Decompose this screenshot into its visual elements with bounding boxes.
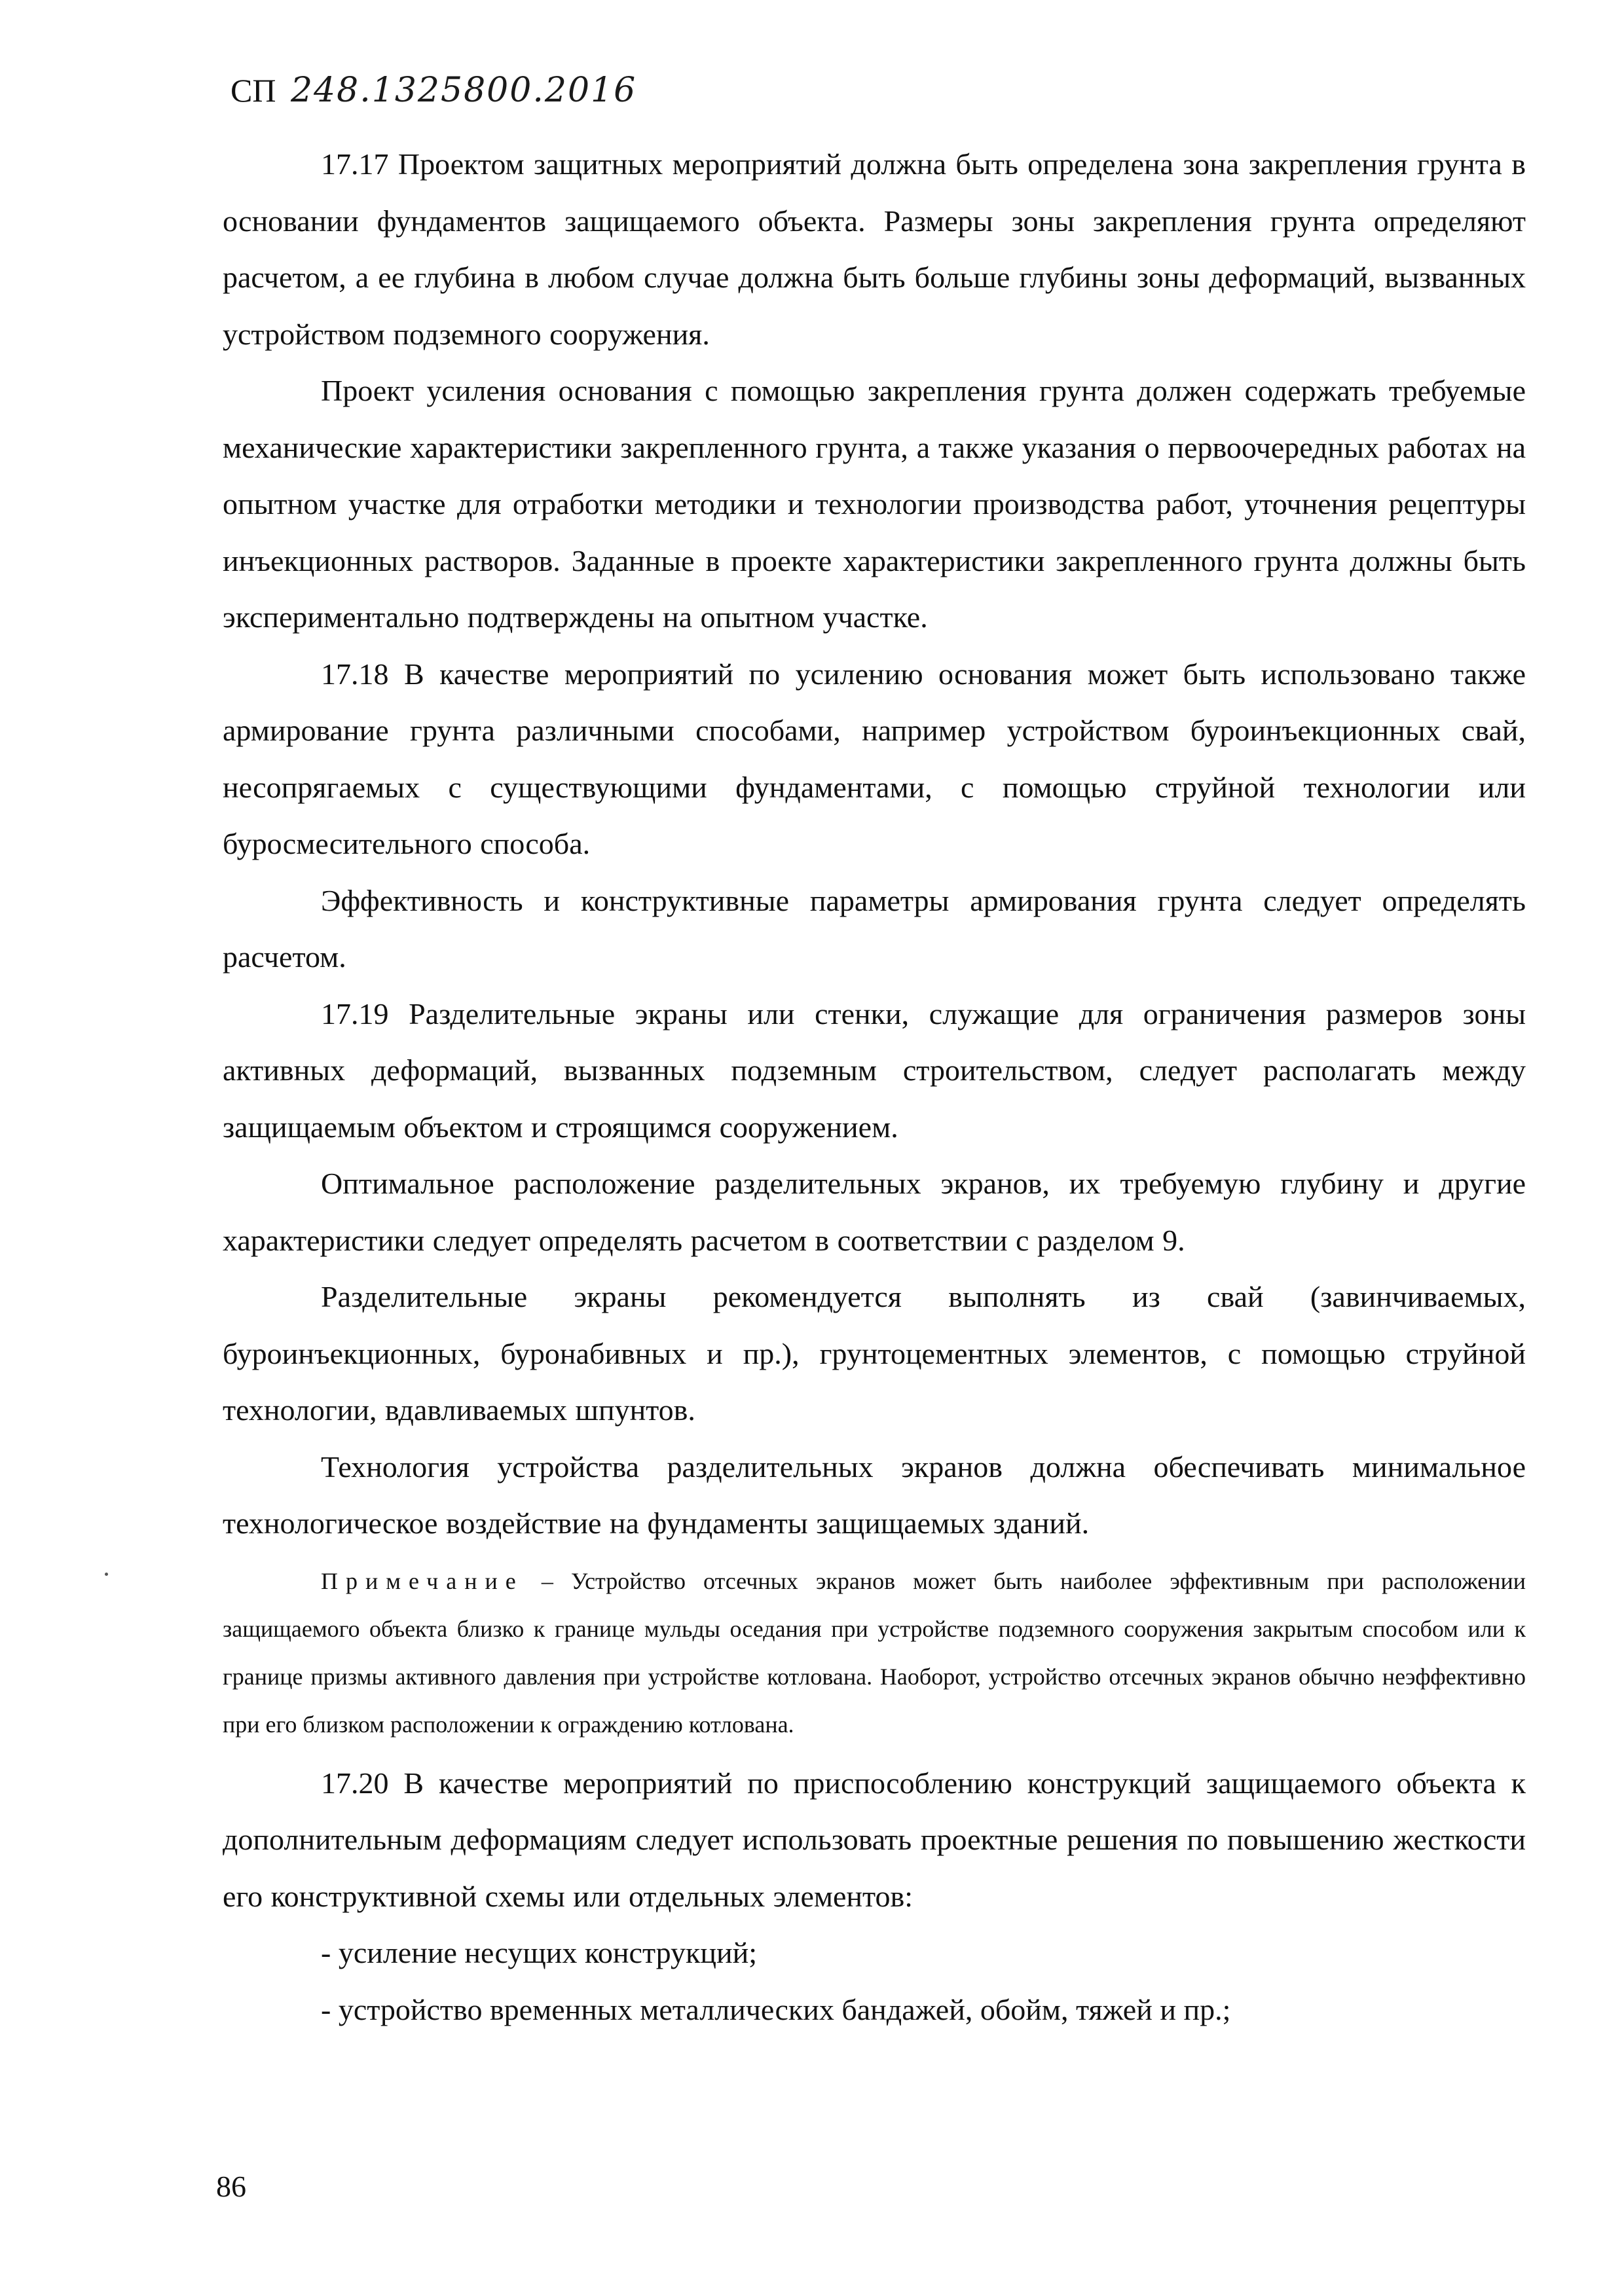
paragraph-17-18: 17.18 В качестве мероприятий по усилению основания может быть использовано также армирование грунта различными способами, например устройством буроинъекционных свай, несопрягаемых с существующими фундаментами, с помощью струйной технологии или буросмесительного способа. <box>223 657 1526 860</box>
page-number: 86 <box>216 2170 246 2203</box>
list-item: - усиление несущих конструкций; <box>321 1936 757 1969</box>
paragraph-17-17: 17.17 Проектом защитных мероприятий должна быть определена зона закрепления грунта в основании фундаментов защищаемого объекта. Размеры зоны закрепления грунта определяют расчетом, а ее глубина в любом случае должна быть больше глубины зоны деформаций, вызванных устройством подземного сооружения. <box>223 147 1526 351</box>
header-prefix: СП <box>231 72 276 109</box>
document-body <box>223 136 1526 2038</box>
note-block <box>223 1558 1526 1749</box>
note-label: Примечание <box>321 1567 524 1594</box>
paragraph-17-19: 17.19 Разделительные экраны или стенки, служащие для ограничения размеров зоны активных деформаций, вызванных подземным строительством, следует располагать между защищаемым объектом и строящимся сооружением. <box>223 996 1526 1144</box>
paragraph-reinforcement-project: Проект усиления основания с помощью закрепления грунта должен содержать требуемые механические характеристики закрепленного грунта, а также указания о первоочередных работах на опытном участке для отработки методики и технологии производства работ, уточнения рецептуры инъекционных растворов. Заданные в проекте характеристики закрепленного грунта должны быть экспериментально подтверждены на опытном участке. <box>223 374 1526 634</box>
list-item: - устройство временных металлических бандажей, обойм, тяжей и пр.; <box>321 1992 1231 2026</box>
paragraph-screen-materials: Разделительные экраны рекомендуется выполнять из свай (завинчиваемых, буроинъекционных, буронабивных и пр.), грунтоцементных элементов, с помощью струйной технологии, вдавливаемых шпунтов. <box>223 1280 1526 1427</box>
paragraph-optimal-location: Оптимальное расположение разделительных экранов, их требуемую глубину и другие характеристики следует определять расчетом в соответствии с разделом 9. <box>223 1167 1526 1257</box>
paragraph-17-20: 17.20 В качестве мероприятий по приспособлению конструкций защищаемого объекта к дополнительным деформациям следует использовать проектные решения по повышению жесткости его конструктивной схемы или отдельных элементов: <box>223 1766 1526 1913</box>
paragraph-efficiency: Эффективность и конструктивные параметры армирования грунта следует определять расчетом. <box>223 883 1526 974</box>
header-handwritten-code: 248.1325800.2016 <box>290 71 637 110</box>
note-text: – Устройство отсечных экранов может быть наиболее эффективным при расположении защищаемого объекта близко к границе мульды оседания при устройстве подземного сооружения закрытым способом или к границе призмы активного давления при устройстве котлована. Наоборот, устройство отсечных экранов обычно неэффективно при его близком расположении к ограждению котлована. <box>223 1567 1526 1738</box>
document-header <box>231 71 637 110</box>
paragraph-screen-technology: Технология устройства разделительных экранов должна обеспечивать минимальное технологическое воздействие на фундаменты защищаемых зданий. <box>223 1449 1526 1540</box>
scan-speck <box>105 1573 108 1576</box>
